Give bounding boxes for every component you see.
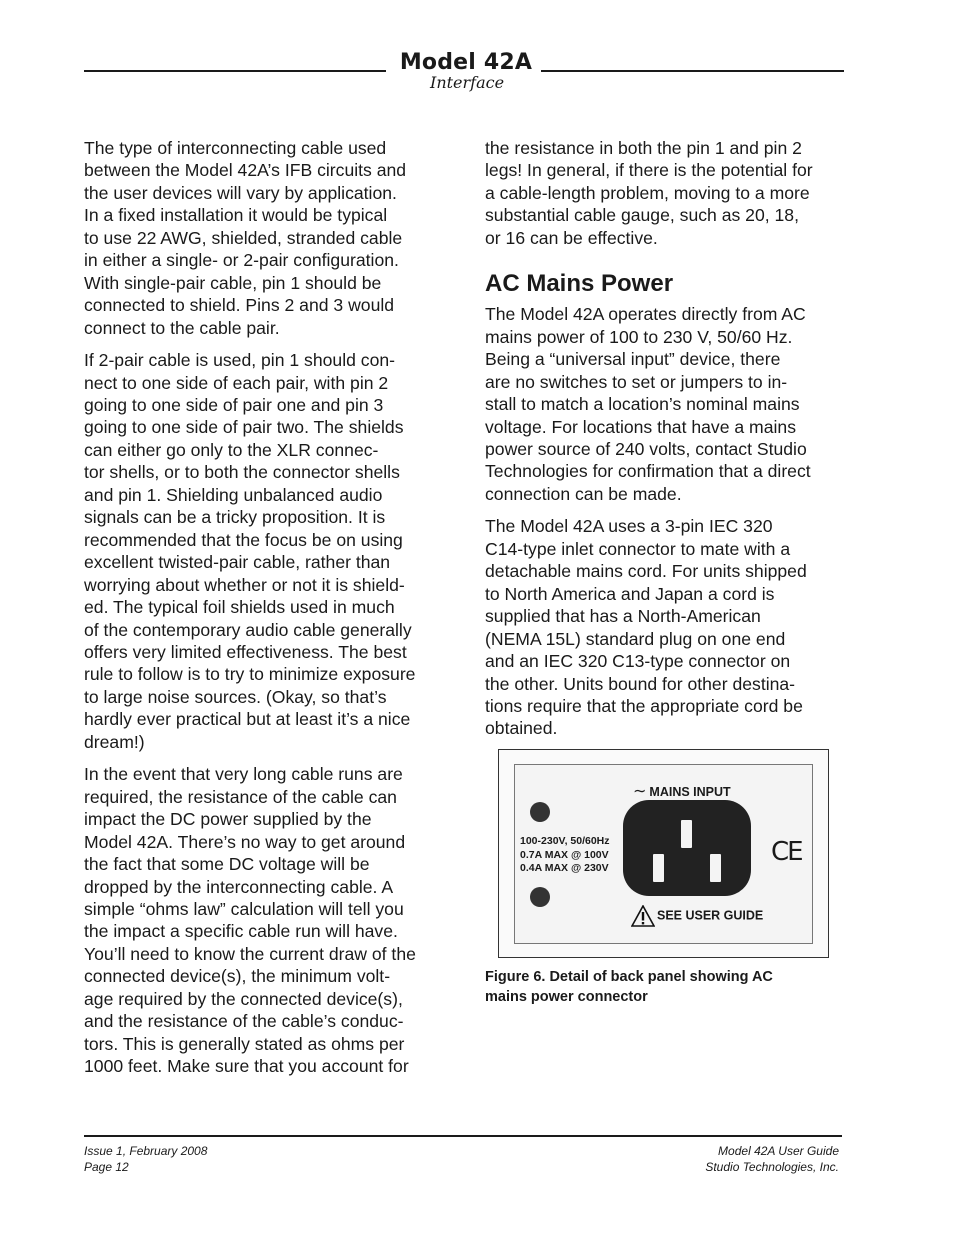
text-line: tor shells, or to both the connector shells	[84, 462, 400, 483]
text-line: are no switches to set or jumpers to in-	[485, 371, 788, 392]
text-line: With single-pair cable, pin 1 should be	[84, 272, 382, 293]
screw-bottom-icon	[530, 887, 550, 907]
text-line: tors. This is generally stated as ohms per	[84, 1033, 405, 1054]
text-line: detachable mains cord. For units shipped	[485, 561, 807, 582]
text-line: connect to the cable pair.	[84, 317, 280, 338]
text-line: between the Model 42A’s IFB circuits and	[84, 160, 407, 181]
text-line: tions require that the appropriate cord be	[485, 695, 803, 716]
body-paragraph	[485, 303, 845, 505]
back-panel	[514, 764, 813, 944]
text-line: to North America and Japan a cord is	[485, 583, 775, 604]
text-line: of the contemporary audio cable generally	[84, 619, 412, 640]
body-paragraph	[84, 763, 446, 1077]
section-body	[485, 303, 845, 740]
text-line: the other. Units bound for other destina-	[485, 673, 796, 694]
inlet-pin-line	[653, 854, 664, 882]
text-line: going to one side of pair one and pin 3	[84, 394, 384, 415]
text-line: offers very limited effectiveness. The best	[84, 641, 407, 662]
text-line: impact the DC power supplied by the	[84, 809, 372, 830]
warning-label: SEE USER GUIDE	[631, 905, 763, 927]
text-line: going to one side of pair two. The shields	[84, 417, 404, 438]
text-line: The type of interconnecting cable used	[84, 138, 387, 158]
inlet-pin-neutral	[710, 854, 721, 882]
brand-model: Model 42A	[399, 50, 533, 75]
text-line: and an IEC 320 C13-type connector on	[485, 651, 791, 672]
text-line: The Model 42A uses a 3-pin IEC 320	[485, 516, 773, 537]
spec-line: 0.4A MAX @ 230V	[520, 862, 609, 874]
power-spec	[520, 835, 610, 876]
right-column	[485, 137, 845, 750]
footer-issue: Issue 1, February 2008	[84, 1144, 208, 1158]
text-line: obtained.	[485, 718, 558, 739]
text-line: required, the resistance of the cable can	[84, 786, 397, 807]
mains-input-label: ∼ MAINS INPUT	[633, 783, 731, 800]
text-line: in either a single- or 2-pair configuration.	[84, 250, 399, 271]
text-line: In the event that very long cable runs are	[84, 764, 403, 785]
ce-mark-icon: CE	[771, 837, 802, 867]
body-paragraph	[485, 515, 845, 740]
text-line: If 2-pair cable is used, pin 1 should con-	[84, 350, 396, 371]
figure-back-panel	[498, 749, 829, 958]
footer-rule	[84, 1135, 842, 1137]
footer-left	[84, 1143, 207, 1175]
footer-guide-title: Model 42A User Guide	[718, 1144, 839, 1158]
text-line: 1000 feet. Make sure that you account for	[84, 1056, 409, 1077]
figure-caption	[485, 967, 825, 1007]
footer-right	[705, 1143, 839, 1175]
ac-tilde-icon: ∼	[633, 783, 647, 800]
text-line: and the resistance of the cable’s conduc-	[84, 1011, 404, 1032]
text-line: supplied that has a North-American	[485, 606, 761, 627]
text-line: and pin 1. Shielding unbalanced audio	[84, 484, 383, 505]
spec-line: 100-230V, 50/60Hz	[520, 835, 610, 847]
text-line: worrying about whether or not it is shield-	[84, 574, 405, 595]
text-line: Model 42A. There’s no way to get around	[84, 831, 406, 852]
text-line: legs! In general, if there is the potential for	[485, 160, 813, 181]
text-line: Technologies for confirmation that a direct	[485, 461, 811, 482]
text-line: signals can be a tricky proposition. It is	[84, 507, 386, 528]
text-line: the impact a specific cable run will have.	[84, 921, 398, 942]
text-line: rule to follow is to try to minimize exposure	[84, 664, 416, 685]
text-line: the resistance in both the pin 1 and pin 2	[485, 138, 802, 158]
text-line: the fact that some DC voltage will be	[84, 854, 370, 875]
body-paragraph	[84, 349, 446, 753]
text-line: recommended that the focus be on using	[84, 529, 403, 550]
brand-subtitle: Interface	[430, 73, 505, 92]
section-title: AC Mains Power	[485, 270, 674, 298]
text-line: dropped by the interconnecting cable. A	[84, 876, 394, 897]
text-line: simple “ohms law” calculation will tell you	[84, 898, 404, 919]
text-line: hardly ever practical but at least it’s a nice	[84, 709, 411, 730]
text-line: connected device(s), the minimum volt-	[84, 966, 391, 987]
text-line: dream!)	[84, 731, 145, 752]
text-line: (NEMA 15L) standard plug on one end	[485, 628, 786, 649]
text-line: to large noise sources. (Okay, so that’s	[84, 686, 387, 707]
header-rule-right	[541, 70, 844, 72]
text-line: age required by the connected device(s),	[84, 988, 403, 1009]
header-rule-left	[84, 70, 386, 72]
footer-page-number: Page 12	[84, 1160, 129, 1174]
iec-inlet-icon	[623, 800, 751, 896]
spec-line: 0.7A MAX @ 100V	[520, 848, 609, 861]
warning-triangle-icon	[631, 905, 655, 927]
text-line: Being a “universal input” device, there	[485, 349, 781, 370]
text-line: can either go only to the XLR connec-	[84, 439, 379, 460]
text-line: stall to match a location’s nominal mains	[485, 394, 800, 415]
text-line: substantial cable gauge, such as 20, 18,	[485, 205, 799, 226]
screw-top-icon	[530, 802, 550, 822]
left-column	[84, 137, 446, 1088]
text-line: C14-type inlet connector to mate with a	[485, 538, 791, 559]
caption-line: Figure 6. Detail of back panel showing AC	[485, 969, 773, 985]
text-line: to use 22 AWG, shielded, stranded cable	[84, 227, 403, 248]
footer-company: Studio Technologies, Inc.	[705, 1160, 839, 1174]
text-line: or 16 can be effective.	[485, 227, 658, 248]
caption-line: mains power connector	[485, 989, 648, 1005]
text-line: the user devices will vary by application.	[84, 182, 397, 203]
body-paragraph	[84, 137, 446, 339]
text-line: ed. The typical foil shields used in much	[84, 597, 395, 618]
text-line: a cable-length problem, moving to a more	[485, 182, 810, 203]
text-line: You’ll need to know the current draw of the	[84, 943, 416, 964]
text-line: In a fixed installation it would be typical	[84, 205, 388, 226]
text-line: nect to one side of each pair, with pin 2	[84, 372, 389, 393]
text-line: connection can be made.	[485, 483, 682, 504]
text-line: excellent twisted-pair cable, rather than	[84, 552, 391, 573]
text-line: voltage. For locations that have a mains	[485, 416, 796, 437]
text-line: The Model 42A operates directly from AC	[485, 304, 806, 325]
brand-logo	[396, 50, 536, 90]
inlet-pin-earth	[681, 820, 692, 848]
text-line: power source of 240 volts, contact Studio	[485, 438, 807, 459]
text-line: mains power of 100 to 230 V, 50/60 Hz.	[485, 326, 793, 347]
continuation-paragraph	[485, 137, 845, 249]
text-line: connected to shield. Pins 2 and 3 would	[84, 295, 395, 316]
